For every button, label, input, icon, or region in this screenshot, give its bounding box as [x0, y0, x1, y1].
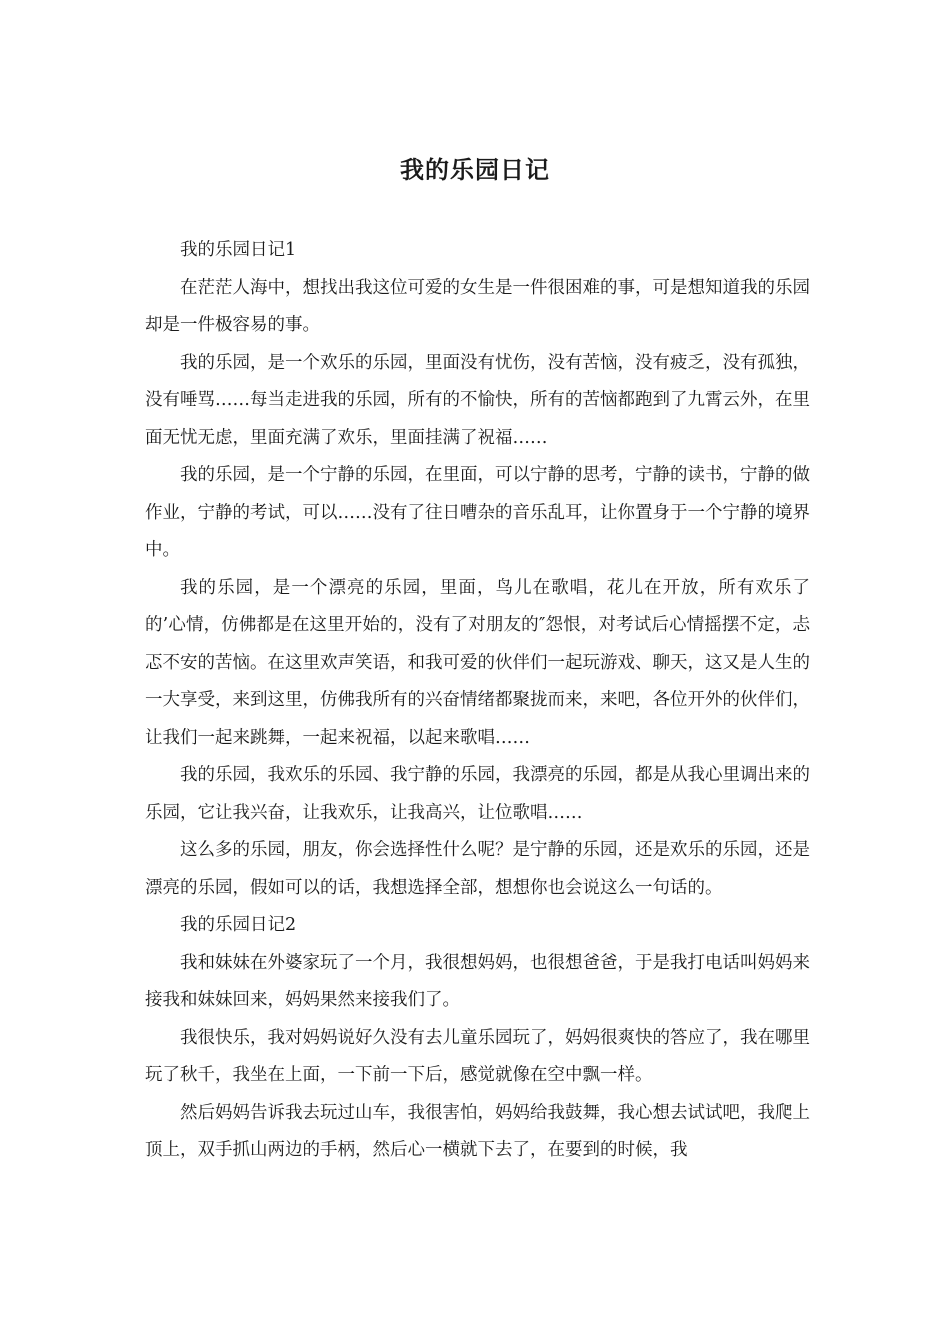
paragraph: 我的乐园，是一个漂亮的乐园，里面，鸟儿在歌唱，花儿在开放，所有欢乐了的’心情，仿佛都是在这里开始的，没有了对朋友的″怨恨，对考试后心情摇摆不定，忐忑不安的苦恼。在这里欢声笑语，和我可爱的伙伴们一起玩游戏、聊天，这又是人生的一大享受，来到这里，仿佛我所有的兴奋情绪都聚拢而来，来吧，各位开外的伙伴们，让我们一起来跳舞，一起来祝福，以起来歌唱…… [145, 577, 810, 748]
document-title: 我的乐园日记 [400, 155, 550, 184]
paragraph: 在茫茫人海中，想找出我这位可爱的女生是一件很困难的事，可是想知道我的乐园却是一件极容易的事。 [145, 277, 810, 335]
paragraph: 我很快乐，我对妈妈说好久没有去儿童乐园玩了，妈妈很爽快的答应了，我在哪里玩了秋千，我坐在上面，一下前一下后，感觉就像在空中飘一样。 [145, 1027, 810, 1085]
section-heading-1: 我的乐园日记1 [180, 240, 297, 260]
paragraph: 我的乐园，我欢乐的乐园、我宁静的乐园，我漂亮的乐园，都是从我心里调出来的乐园，它让我兴奋，让我欢乐，让我高兴，让位歌唱…… [145, 765, 810, 823]
section-heading-2: 我的乐园日记2 [180, 915, 297, 935]
document-body [145, 232, 810, 1170]
paragraph: 这么多的乐园，朋友，你会选择性什么呢？是宁静的乐园，还是欢乐的乐园，还是漂亮的乐园，假如可以的话，我想选择全部，想想你也会说这么一句话的。 [145, 840, 810, 898]
paragraph: 然后妈妈告诉我去玩过山车，我很害怕，妈妈给我鼓舞，我心想去试试吧，我爬上顶上，双手抓山两边的手柄，然后心一横就下去了，在要到的时候，我 [145, 1102, 810, 1160]
paragraph: 我的乐园，是一个欢乐的乐园，里面没有忧伤，没有苦恼，没有疲乏，没有孤独，没有唾骂……每当走进我的乐园，所有的不愉快，所有的苦恼都跑到了九霄云外，在里面无忧无虑，里面充满了欢乐，里面挂满了祝福…… [145, 352, 810, 448]
paragraph: 我和妹妹在外婆家玩了一个月，我很想妈妈，也很想爸爸，于是我打电话叫妈妈来接我和妹妹回来，妈妈果然来接我们了。 [145, 952, 810, 1010]
paragraph: 我的乐园，是一个宁静的乐园，在里面，可以宁静的思考，宁静的读书，宁静的做作业，宁静的考试，可以……没有了往日嘈杂的音乐乱耳，让你置身于一个宁静的境界中。 [145, 465, 810, 560]
